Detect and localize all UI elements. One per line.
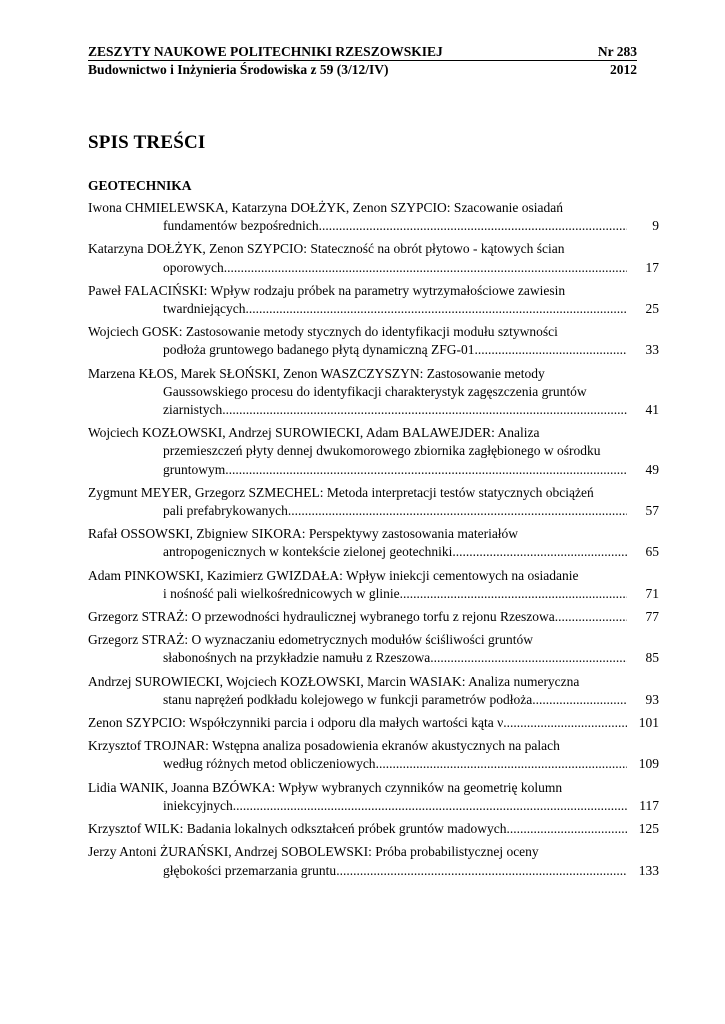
page-number: 117 xyxy=(639,797,659,813)
toc-entry[interactable] xyxy=(88,737,659,773)
toc-entry-text: według różnych metod obliczeniowych xyxy=(163,756,376,772)
toc-entry-text: gruntowym xyxy=(163,461,226,477)
toc-entry-last-line xyxy=(88,543,659,561)
toc-entry-text-line: Rafał OSSOWSKI, Zbigniew SIKORA: Perspektywy zastosowania materiałów xyxy=(88,526,519,542)
toc-entry-last-line xyxy=(88,649,659,667)
dot-leader xyxy=(400,585,627,603)
dot-leader xyxy=(507,820,628,838)
dot-leader xyxy=(233,797,627,815)
dot-leader xyxy=(503,714,627,732)
toc-entry[interactable] xyxy=(88,424,659,479)
toc-entry-text-line: Adam PINKOWSKI, Kazimierz GWIZDAŁA: Wpływ iniekcji cementowych na osiadanie xyxy=(88,567,579,583)
toc-entry-text-line: Gaussowskiego procesu do identyfikacji charakterystyk zagęszczenia gruntów xyxy=(163,383,587,399)
dot-leader xyxy=(336,862,627,880)
toc-entry-text-line: Jerzy Antoni ŻURAŃSKI, Andrzej SOBOLEWSKI: Próba probabilistycznej oceny xyxy=(88,844,539,860)
toc-entry-text: głębokości przemarzania gruntu xyxy=(163,862,337,878)
toc-entry-text: ziarnistych xyxy=(163,402,223,418)
journal-header xyxy=(88,44,637,77)
toc-entry-last-line xyxy=(88,608,659,626)
page-number: 49 xyxy=(645,461,659,477)
toc-entry-last-line xyxy=(88,797,659,815)
toc-entry-last-line xyxy=(88,341,659,359)
toc-entry-text: Grzegorz STRAŻ: O przewodności hydraulicznej wybranego torfu z rejonu Rzeszowa xyxy=(88,609,555,625)
toc-entry-text: antropogenicznych w kontekście zielonej geotechniki xyxy=(163,544,453,560)
page-number: 77 xyxy=(645,609,659,625)
page-number: 85 xyxy=(645,650,659,666)
dot-leader xyxy=(532,691,627,709)
toc-entry-text-line: Krzysztof TROJNAR: Wstępna analiza posadowienia ekranów akustycznych na palach xyxy=(88,738,560,754)
toc-entry[interactable] xyxy=(88,779,659,815)
journal-title: ZESZYTY NAUKOWE POLITECHNIKI RZESZOWSKIEJ xyxy=(88,44,443,59)
page-number: 17 xyxy=(645,259,659,275)
toc-entry-last-line xyxy=(88,691,659,709)
toc-entry-last-line xyxy=(88,585,659,603)
dot-leader xyxy=(555,608,627,626)
page-number: 65 xyxy=(645,544,659,560)
page-number: 25 xyxy=(645,301,659,317)
toc-entry[interactable] xyxy=(88,323,659,359)
toc-entry[interactable] xyxy=(88,525,659,561)
toc-entry-text: iniekcyjnych xyxy=(163,797,233,813)
toc-entry[interactable] xyxy=(88,282,659,318)
dot-leader xyxy=(319,217,627,235)
page-number: 9 xyxy=(652,218,659,234)
header-row-series xyxy=(88,61,637,77)
dot-leader xyxy=(288,502,627,520)
toc-entry-text: oporowych xyxy=(163,259,224,275)
dot-leader xyxy=(430,649,627,667)
toc-entry-last-line xyxy=(88,502,659,520)
header-row-journal xyxy=(88,44,637,61)
toc-entry-last-line xyxy=(88,714,659,732)
toc-entry-last-line xyxy=(88,217,659,235)
toc-entry[interactable] xyxy=(88,673,659,709)
journal-year: 2012 xyxy=(610,62,637,77)
toc-entry[interactable] xyxy=(88,484,659,520)
toc-entry-text-line: Lidia WANIK, Joanna BZÓWKA: Wpływ wybranych czynników na geometrię kolumn xyxy=(88,779,563,795)
toc-entry-text-line: Zygmunt MEYER, Grzegorz SZMECHEL: Metoda interpretacji testów statycznych obciążeń xyxy=(88,484,594,500)
page-number: 93 xyxy=(645,691,659,707)
toc-entry-text: Krzysztof WILK: Badania lokalnych odkształceń próbek gruntów madowych xyxy=(88,821,507,837)
toc-entry[interactable] xyxy=(88,843,659,879)
page-title: SPIS TREŚCI xyxy=(88,132,206,153)
page-number: 33 xyxy=(645,342,659,358)
dot-leader xyxy=(475,341,627,359)
toc-entry-text: Zenon SZYPCIO: Współczynniki parcia i odporu dla małych wartości kąta ν xyxy=(88,715,504,731)
page-number: 41 xyxy=(645,402,659,418)
toc-entry-last-line xyxy=(88,820,659,838)
table-of-contents xyxy=(88,199,659,885)
toc-entry-last-line xyxy=(88,401,659,419)
toc-entry[interactable] xyxy=(88,714,659,732)
journal-series: Budownictwo i Inżynieria Środowiska z 59 (3/12/IV) xyxy=(88,62,389,77)
toc-entry[interactable] xyxy=(88,820,659,838)
section-heading: GEOTECHNIKA xyxy=(88,178,192,193)
toc-entry-last-line xyxy=(88,461,659,479)
toc-entry-text-line: Wojciech KOZŁOWSKI, Andrzej SUROWIECKI, Adam BALAWEJDER: Analiza xyxy=(88,425,540,441)
toc-entry-text-line: Iwona CHMIELEWSKA, Katarzyna DOŁŻYK, Zenon SZYPCIO: Szacowanie osiadań xyxy=(88,200,564,215)
toc-entry-text-line: Paweł FALACIŃSKI: Wpływ rodzaju próbek na parametry wytrzymałościowe zawiesin xyxy=(88,282,566,298)
toc-entry-text-line: Grzegorz STRAŻ: O wyznaczaniu edometrycznych modułów ściśliwości gruntów xyxy=(88,632,534,648)
page-number: 133 xyxy=(638,862,659,878)
toc-entry-last-line xyxy=(88,755,659,773)
toc-entry-last-line xyxy=(88,862,659,880)
toc-entry[interactable] xyxy=(88,631,659,667)
page-number: 125 xyxy=(638,821,659,837)
journal-number: Nr 283 xyxy=(597,44,637,59)
toc-entry[interactable] xyxy=(88,567,659,603)
toc-entry[interactable] xyxy=(88,608,659,626)
toc-entry[interactable] xyxy=(88,199,659,235)
dot-leader xyxy=(222,401,627,419)
dot-leader xyxy=(225,461,627,479)
dot-leader xyxy=(452,543,627,561)
page-number: 71 xyxy=(645,585,659,601)
toc-entry-last-line xyxy=(88,300,659,318)
page-number: 57 xyxy=(645,503,659,519)
toc-entry-text: twardniejących xyxy=(163,301,246,317)
dot-leader xyxy=(224,259,627,277)
toc-entry[interactable] xyxy=(88,365,659,420)
toc-entry-text-line: Katarzyna DOŁŻYK, Zenon SZYPCIO: Stateczność na obrót płytowo - kątowych ścian xyxy=(88,241,565,257)
toc-entry-last-line xyxy=(88,259,659,277)
toc-entry-text: i nośność pali wielkośrednicowych w glinie xyxy=(163,585,400,601)
page-number: 109 xyxy=(638,756,659,772)
toc-entry-text-line: Andrzej SUROWIECKI, Wojciech KOZŁOWSKI, Marcin WASIAK: Analiza numeryczna xyxy=(88,673,580,689)
toc-entry-text: podłoża gruntowego badanego płytą dynamiczną ZFG-01 xyxy=(163,342,475,358)
toc-entry[interactable] xyxy=(88,240,659,276)
toc-entry-text: słabonośnych na przykładzie namułu z Rzeszowa xyxy=(163,650,431,666)
dot-leader xyxy=(245,300,627,318)
toc-entry-text: pali prefabrykowanych xyxy=(163,503,288,519)
page-number: 101 xyxy=(638,715,659,731)
toc-entry-text-line: przemieszczeń płyty dennej dwukomorowego zbiornika zagłębionego w ośrodku xyxy=(163,443,601,459)
toc-entry-text: stanu naprężeń podkładu kolejowego w funkcji parametrów podłoża xyxy=(163,691,533,707)
toc-entry-text-line: Wojciech GOSK: Zastosowanie metody stycznych do identyfikacji modułu sztywności xyxy=(88,324,558,340)
dot-leader xyxy=(376,755,627,773)
toc-entry-text: fundamentów bezpośrednich xyxy=(163,218,319,234)
toc-entry-text-line: Marzena KŁOS, Marek SŁOŃSKI, Zenon WASZCZYSZYN: Zastosowanie metody xyxy=(88,365,545,381)
